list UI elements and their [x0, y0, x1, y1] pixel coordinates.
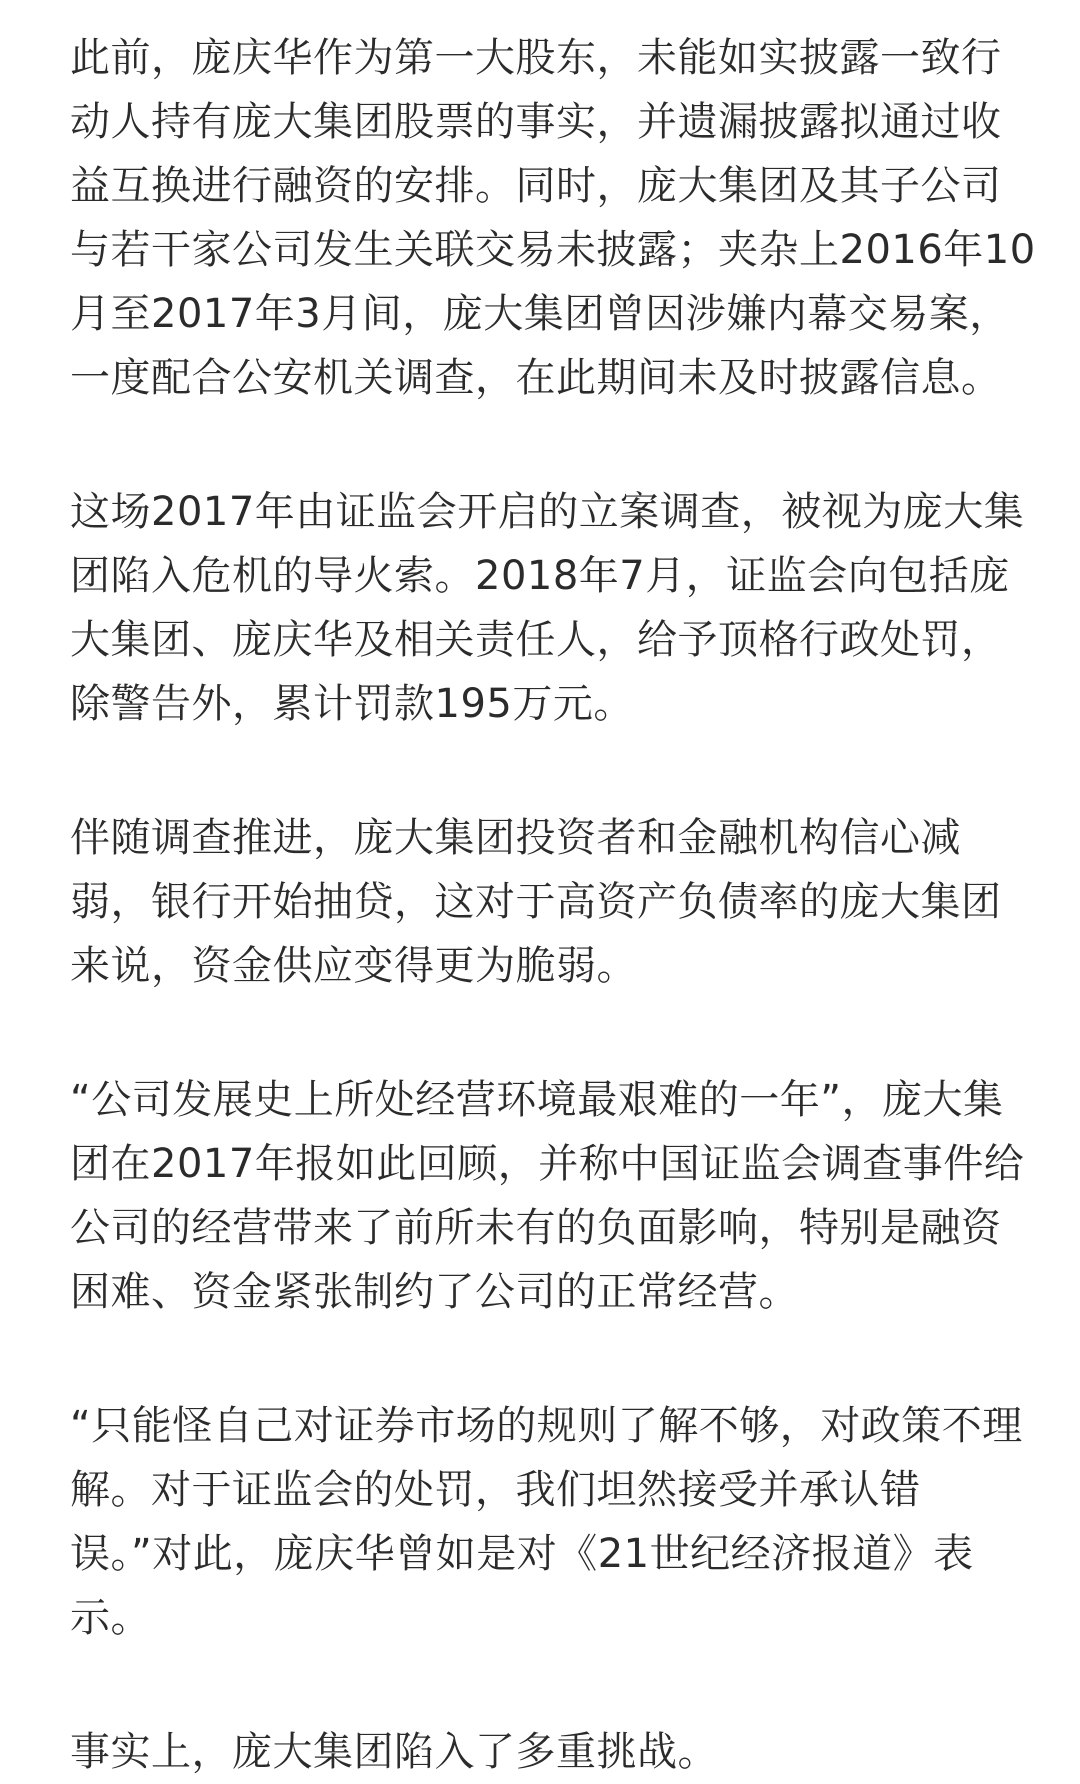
text-line: 与若干家公司发生关联交易未披露；夹杂上2016年10 [70, 227, 1036, 273]
paragraph-1 [70, 26, 1036, 410]
text-line: “只能怪自己对证券市场的规则了解不够，对政策不理 [70, 1403, 1023, 1449]
text-line: 困难、资金紧张制约了公司的正常经营。 [70, 1269, 799, 1315]
text-line: 事实上，庞大集团陷入了多重挑战。 [70, 1729, 718, 1775]
text-line: 团在2017年报如此回顾，并称中国证监会调查事件给 [70, 1141, 1025, 1187]
text-line: 误。”对此，庞庆华曾如是对《21世纪经济报道》表 [70, 1531, 974, 1577]
text-line: 此前，庞庆华作为第一大股东，未能如实披露一致行 [70, 35, 1002, 81]
paragraph-2 [70, 480, 1025, 736]
text-line: 示。 [70, 1595, 151, 1641]
text-line: 大集团、庞庆华及相关责任人，给予顶格行政处罚， [70, 617, 1002, 663]
text-line: “公司发展史上所处经营环境最艰难的一年”，庞大集 [70, 1077, 1004, 1123]
text-line: 弱，银行开始抽贷，这对于高资产负债率的庞大集团 [70, 879, 1002, 925]
paragraph-5 [70, 1394, 1023, 1650]
paragraph-3 [70, 806, 1012, 998]
text-line: 公司的经营带来了前所未有的负面影响，特别是融资 [70, 1205, 1002, 1251]
text-line: 益互换进行融资的安排。同时，庞大集团及其子公司 [70, 163, 1002, 209]
paragraph-6 [70, 1720, 1012, 1784]
text-line: 团陷入危机的导火索。2018年7月，证监会向包括庞 [70, 553, 1010, 599]
text-line: 动人持有庞大集团股票的事实，并遗漏披露拟通过收 [70, 99, 1002, 145]
text-line: 一度配合公安机关调查，在此期间未及时披露信息。 [70, 355, 1002, 401]
text-line: 解。对于证监会的处罚，我们坦然接受并承认错 [70, 1467, 921, 1513]
text-line: 除警告外，累计罚款195万元。 [70, 681, 634, 727]
text-line: 伴随调查推进，庞大集团投资者和金融机构信心减 [70, 815, 961, 861]
paragraph-4 [70, 1068, 1025, 1324]
text-line: 月至2017年3月间，庞大集团曾因涉嫌内幕交易案， [70, 291, 1010, 337]
text-line: 来说，资金供应变得更为脆弱。 [70, 943, 637, 989]
text-line: 这场2017年由证监会开启的立案调查，被视为庞大集 [70, 489, 1025, 535]
